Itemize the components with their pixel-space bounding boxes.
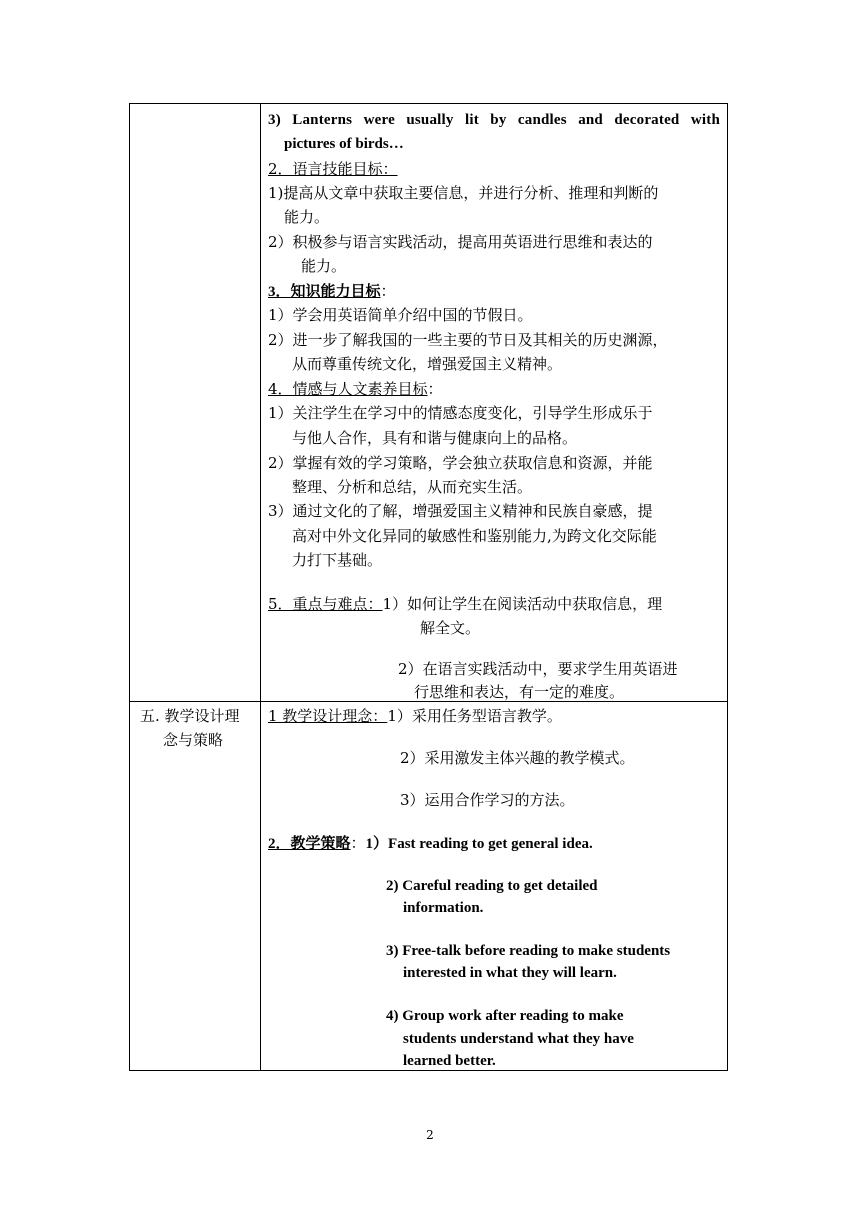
key-points-line bbox=[268, 594, 662, 614]
list-item: 1）采用任务型语言教学。 bbox=[387, 707, 562, 725]
section-heading-language-skills: 2．语言技能目标： bbox=[268, 160, 398, 178]
heading-colon: ： bbox=[380, 282, 396, 300]
list-item: 1）学会用英语简单介绍中国的节假日。 bbox=[268, 306, 533, 324]
list-item: 2) Careful reading to get detailed bbox=[386, 878, 598, 894]
list-item: 2）掌握有效的学习策略，学会独立获取信息和资源，并能 bbox=[268, 454, 653, 472]
heading-label: 3．知识能力目标 bbox=[268, 284, 381, 300]
heading-label: 1 教学设计理念： bbox=[268, 707, 388, 725]
list-item: students understand what they have bbox=[403, 1031, 634, 1047]
column-divider bbox=[260, 104, 261, 1070]
list-item: 2）在语言实践活动中，要求学生用英语进 bbox=[398, 660, 678, 678]
list-item: 整理、分析和总结，从而充实生活。 bbox=[292, 478, 533, 496]
list-item: 能力。 bbox=[301, 257, 347, 275]
list-item: 力打下基础。 bbox=[292, 551, 383, 569]
teaching-strategy-line bbox=[268, 833, 593, 854]
section-heading-emotion bbox=[268, 379, 443, 399]
list-item: interested in what they will learn. bbox=[403, 965, 617, 981]
list-item: 与他人合作，具有和谐与健康向上的品格。 bbox=[292, 429, 578, 447]
heading-label: 2．教学策略 bbox=[268, 836, 351, 852]
list-item: 1)提高从文章中获取主要信息，并进行分析、推理和判断的 bbox=[268, 184, 659, 202]
list-item: 解全文。 bbox=[420, 619, 481, 637]
list-item: 行思维和表达，有一定的难度。 bbox=[414, 683, 625, 701]
list-item: 1）关注学生在学习中的情感态度变化，引导学生形成乐于 bbox=[268, 404, 653, 422]
list-item: 2）积极参与语言实践活动，提高用英语进行思维和表达的 bbox=[268, 233, 653, 251]
list-item: 3）通过文化的了解，增强爱国主义精神和民族自豪感，提 bbox=[268, 502, 653, 520]
row-title: 念与策略 bbox=[163, 731, 224, 749]
list-item: 4) Group work after reading to make bbox=[386, 1008, 624, 1024]
list-item: 2）采用激发主体兴趣的教学模式。 bbox=[400, 749, 635, 767]
list-item: 3）运用合作学习的方法。 bbox=[400, 791, 575, 809]
heading-colon: ： bbox=[427, 380, 443, 398]
heading-label: 4．情感与人文素养目标 bbox=[268, 380, 428, 398]
row-title: 五. 教学设计理 bbox=[140, 707, 240, 725]
design-concept-line bbox=[268, 706, 562, 726]
list-item: information. bbox=[403, 900, 484, 916]
objective-en-line: 3) Lanterns were usually lit by candles and decorated with bbox=[268, 112, 720, 128]
page-number: 2 bbox=[426, 1128, 434, 1142]
heading-label: 5．重点与难点： bbox=[268, 595, 383, 613]
list-item: learned better. bbox=[403, 1053, 496, 1069]
list-item: 高对中外文化异同的敏感性和鉴别能力,为跨文化交际能 bbox=[292, 527, 657, 545]
objective-en-line: pictures of birds… bbox=[284, 136, 404, 152]
list-item: 从而尊重传统文化，增强爱国主义精神。 bbox=[292, 355, 563, 373]
list-item: 1）Fast reading to get general idea. bbox=[365, 836, 593, 852]
list-item: 2）进一步了解我国的一些主要的节日及其相关的历史渊源， bbox=[268, 331, 668, 349]
list-item: 3) Free-talk before reading to make students bbox=[386, 943, 671, 959]
list-item: 能力。 bbox=[284, 208, 330, 226]
section-heading-knowledge bbox=[268, 281, 396, 302]
list-item: 1）如何让学生在阅读活动中获取信息，理 bbox=[382, 595, 663, 613]
heading-colon: ： bbox=[350, 834, 366, 852]
